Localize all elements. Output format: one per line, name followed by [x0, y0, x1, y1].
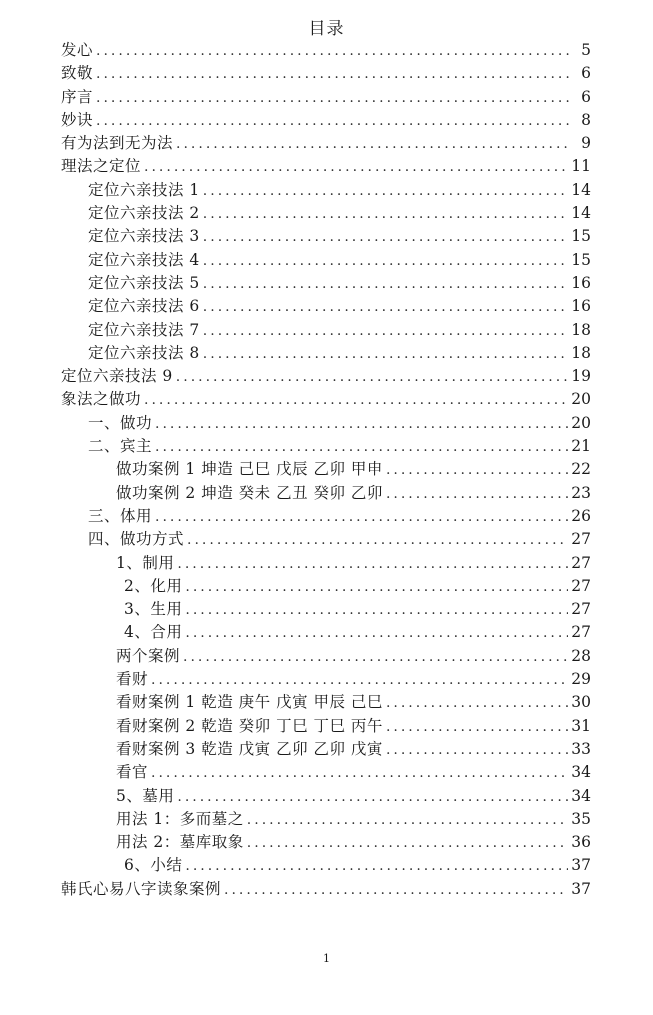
- toc-entry-page: 27: [571, 530, 591, 549]
- toc-dot-leader: [96, 40, 572, 63]
- toc-entry: [0, 552, 653, 575]
- toc-dot-leader: [386, 483, 568, 506]
- toc-entry-label: 3、生用: [124, 600, 183, 619]
- toc-entry-page: 8: [581, 110, 591, 129]
- toc-entry-page: 9: [581, 134, 591, 153]
- toc-entry: [0, 179, 653, 202]
- toc-entry: [0, 39, 653, 62]
- toc-entry-label: 两个案例: [116, 646, 181, 665]
- toc-entry-page: 35: [571, 809, 591, 828]
- toc-dot-leader: [203, 226, 568, 249]
- toc-entry-label: 定位六亲技法 8: [88, 343, 200, 362]
- toc-entry-label: 四、做功方式: [88, 530, 185, 549]
- toc-entry-page: 19: [571, 367, 591, 386]
- toc-entry: [0, 458, 653, 481]
- toc-entry-label: 看官: [116, 763, 149, 782]
- toc-dot-leader: [203, 180, 568, 203]
- toc-entry: [0, 598, 653, 621]
- toc-entry: [0, 691, 653, 714]
- toc-entry: [0, 435, 653, 458]
- toc-entry-label: 三、体用: [88, 506, 153, 525]
- toc-entry-page: 37: [571, 879, 591, 898]
- toc-entry: [0, 621, 653, 644]
- toc-entry-page: 27: [571, 623, 591, 642]
- toc-entry-label: 定位六亲技法 3: [88, 227, 200, 246]
- toc-dot-leader: [151, 762, 568, 785]
- toc-entry-label: 定位六亲技法 9: [61, 367, 173, 386]
- toc-entry-label: 定位六亲技法 6: [88, 297, 200, 316]
- toc-entry-page: 23: [571, 483, 591, 502]
- toc-title: 目录: [308, 19, 345, 39]
- toc-list: [0, 39, 653, 901]
- toc-entry-label: 发心: [61, 41, 94, 59]
- toc-entry-label: 看财案例 3 乾造 戊寅 乙卯 乙卯 戊寅: [116, 739, 383, 758]
- toc-entry: [0, 738, 653, 761]
- toc-entry: [0, 645, 653, 668]
- toc-entry-page: 5: [581, 41, 591, 59]
- toc-entry-page: 27: [571, 600, 591, 619]
- toc-dot-leader: [203, 203, 568, 226]
- toc-entry: [0, 715, 653, 738]
- toc-entry: [0, 109, 653, 132]
- toc-dot-leader: [386, 739, 568, 762]
- toc-entry-label: 2、化用: [124, 576, 183, 595]
- toc-entry-label: 二、宾主: [88, 437, 153, 456]
- toc-dot-leader: [185, 576, 568, 599]
- toc-entry-label: 序言: [61, 87, 94, 106]
- toc-entry-label: 定位六亲技法 2: [88, 204, 200, 223]
- toc-entry-page: 20: [571, 413, 591, 432]
- toc-dot-leader: [144, 156, 568, 179]
- toc-entry: [0, 86, 653, 109]
- toc-dot-leader: [247, 809, 568, 832]
- toc-entry-page: 37: [571, 856, 591, 875]
- toc-dot-leader: [151, 669, 568, 692]
- toc-entry-page: 18: [571, 320, 591, 339]
- toc-entry: [0, 132, 653, 155]
- toc-entry: [0, 202, 653, 225]
- toc-entry-page: 15: [571, 227, 591, 246]
- toc-dot-leader: [386, 692, 568, 715]
- toc-dot-leader: [176, 366, 568, 389]
- toc-entry-label: 做功案例 1 坤造 己巳 戊辰 乙卯 甲申: [116, 460, 383, 479]
- toc-entry-label: 4、合用: [124, 623, 183, 642]
- toc-entry-page: 34: [571, 763, 591, 782]
- toc-entry-page: 16: [571, 273, 591, 292]
- toc-entry-label: 有为法到无为法: [61, 134, 174, 153]
- toc-entry-label: 5、墓用: [116, 786, 175, 805]
- toc-entry-page: 34: [571, 786, 591, 805]
- toc-entry-label: 象法之做功: [61, 390, 142, 409]
- toc-entry-page: 14: [571, 180, 591, 199]
- toc-entry-label: 用法 1：多而墓之: [116, 809, 244, 828]
- toc-entry-page: 28: [571, 646, 591, 665]
- toc-dot-leader: [183, 646, 568, 669]
- toc-entry-page: 30: [571, 693, 591, 712]
- toc-dot-leader: [96, 87, 572, 110]
- toc-entry-page: 27: [571, 576, 591, 595]
- toc-entry-label: 1、制用: [116, 553, 175, 572]
- toc-entry-label: 韩氏心易八字读象案例: [61, 879, 222, 898]
- toc-dot-leader: [224, 879, 568, 902]
- toc-entry-label: 一、做功: [88, 413, 153, 432]
- toc-entry-label: 6、小结: [124, 856, 183, 875]
- toc-entry: [0, 505, 653, 528]
- toc-entry-label: 定位六亲技法 7: [88, 320, 200, 339]
- toc-dot-leader: [203, 320, 568, 343]
- toc-dot-leader: [185, 855, 568, 878]
- toc-entry-label: 妙诀: [61, 110, 94, 129]
- toc-entry-label: 看财: [116, 670, 149, 689]
- toc-entry-label: 理法之定位: [61, 157, 142, 176]
- toc-entry: [0, 482, 653, 505]
- toc-entry-label: 做功案例 2 坤造 癸未 乙丑 癸卯 乙卯: [116, 483, 383, 502]
- toc-dot-leader: [177, 786, 568, 809]
- toc-entry-page: 21: [571, 437, 591, 456]
- toc-entry-label: 定位六亲技法 4: [88, 250, 200, 269]
- toc-entry-page: 20: [571, 390, 591, 409]
- toc-entry-page: 36: [571, 833, 591, 852]
- toc-dot-leader: [386, 716, 568, 739]
- toc-dot-leader: [176, 133, 572, 156]
- toc-dot-leader: [185, 622, 568, 645]
- toc-entry: [0, 388, 653, 411]
- toc-dot-leader: [187, 529, 568, 552]
- toc-dot-leader: [185, 599, 568, 622]
- toc-entry: [0, 785, 653, 808]
- toc-dot-leader: [203, 343, 568, 366]
- toc-entry: [0, 365, 653, 388]
- toc-entry-label: 看财案例 1 乾造 庚午 戊寅 甲辰 己巳: [116, 693, 383, 712]
- toc-entry-page: 6: [581, 64, 591, 83]
- toc-dot-leader: [203, 250, 568, 273]
- toc-entry-page: 22: [571, 460, 591, 479]
- toc-entry: [0, 412, 653, 435]
- toc-entry-label: 致敬: [61, 64, 94, 83]
- toc-entry-page: 33: [571, 739, 591, 758]
- toc-dot-leader: [96, 63, 572, 86]
- toc-entry-page: 29: [571, 670, 591, 689]
- toc-entry: [0, 342, 653, 365]
- toc-entry-page: 31: [571, 716, 591, 735]
- toc-entry-page: 15: [571, 250, 591, 269]
- toc-entry-page: 26: [571, 506, 591, 525]
- toc-entry: [0, 155, 653, 178]
- toc-entry: [0, 854, 653, 877]
- toc-entry: [0, 225, 653, 248]
- toc-dot-leader: [177, 553, 568, 576]
- toc-entry-page: 11: [571, 157, 591, 176]
- toc-entry: [0, 62, 653, 85]
- toc-entry-label: 看财案例 2 乾造 癸卯 丁巳 丁巳 丙午: [116, 716, 383, 735]
- toc-entry-label: 定位六亲技法 1: [88, 180, 200, 199]
- toc-entry: [0, 295, 653, 318]
- toc-entry-label: 定位六亲技法 5: [88, 273, 200, 292]
- toc-entry: [0, 831, 653, 854]
- toc-entry-label: 用法 2：墓库取象: [116, 833, 244, 852]
- toc-entry: [0, 808, 653, 831]
- toc-dot-leader: [96, 110, 572, 133]
- toc-dot-leader: [155, 413, 568, 436]
- toc-entry-page: 16: [571, 297, 591, 316]
- toc-entry-page: 14: [571, 204, 591, 223]
- toc-entry-page: 18: [571, 343, 591, 362]
- toc-dot-leader: [155, 506, 568, 529]
- toc-dot-leader: [144, 389, 568, 412]
- toc-entry: [0, 668, 653, 691]
- toc-entry: [0, 249, 653, 272]
- toc-entry: [0, 319, 653, 342]
- toc-entry: [0, 272, 653, 295]
- toc-entry-page: 6: [581, 87, 591, 106]
- toc-dot-leader: [203, 296, 568, 319]
- toc-dot-leader: [203, 273, 568, 296]
- toc-dot-leader: [386, 459, 568, 482]
- toc-dot-leader: [247, 832, 568, 855]
- toc-entry: [0, 575, 653, 598]
- toc-entry: [0, 528, 653, 551]
- toc-entry: [0, 761, 653, 784]
- toc-entry-page: 27: [571, 553, 591, 572]
- footer-page-number: 1: [323, 952, 330, 965]
- toc-entry: [0, 878, 653, 901]
- toc-dot-leader: [155, 436, 568, 459]
